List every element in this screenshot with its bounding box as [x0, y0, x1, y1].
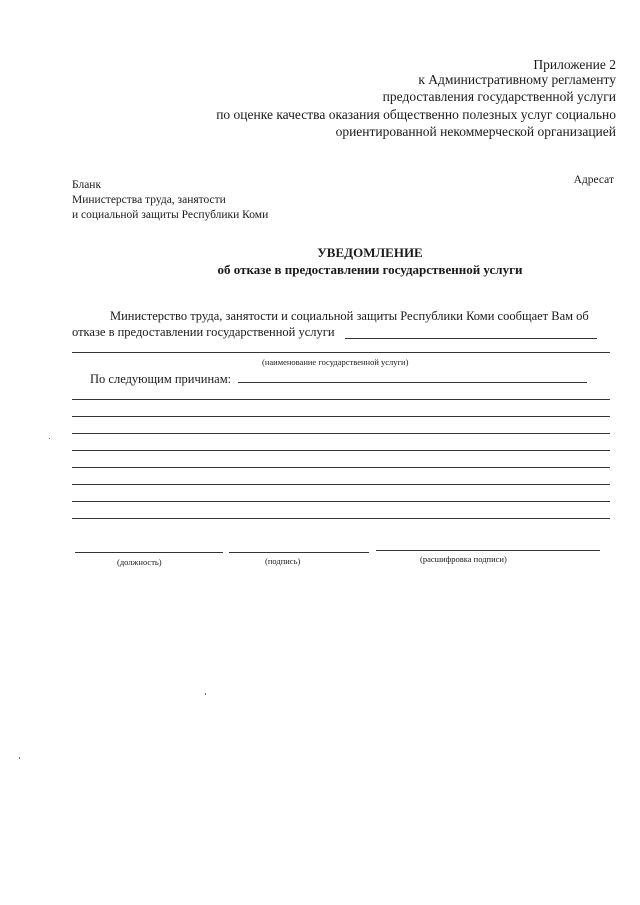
signature-field — [229, 552, 369, 553]
position-caption: (должность) — [117, 557, 162, 567]
position-field — [75, 552, 223, 553]
document-title: УВЕДОМЛЕНИЕ — [317, 245, 423, 260]
reasons-line-first — [238, 382, 587, 383]
letterhead-line-1: Бланк — [72, 179, 102, 191]
appendix-line-4: по оценке качества оказания общественно полезных услуг социально — [216, 107, 616, 122]
reason-line-2 — [72, 416, 610, 417]
signature-decoding-field — [376, 550, 600, 551]
appendix-line-3: предоставления государственной услуги — [382, 89, 616, 104]
reason-line-7 — [72, 501, 610, 502]
letterhead-line-2: Министерства труда, занятости — [72, 194, 226, 206]
body-line-2: отказе в предоставлении государственной услуги — [72, 325, 335, 339]
service-name-field-end — [345, 338, 597, 339]
signature-decoding-caption: (расшифровка подписи) — [420, 554, 507, 564]
appendix-line-1: Приложение 2 — [533, 57, 616, 72]
scan-speck — [205, 693, 206, 695]
document-subtitle: об отказе в предоставлении государственной услуги — [217, 262, 523, 277]
appendix-line-5: ориентированной некоммерческой организацией — [335, 124, 616, 139]
scan-speck — [19, 757, 20, 759]
scan-speck — [49, 438, 50, 439]
reason-line-6 — [72, 484, 610, 485]
appendix-line-2: к Административному регламенту — [418, 72, 616, 87]
reason-line-4 — [72, 450, 610, 451]
addressee-label: Адресат — [573, 174, 614, 186]
reason-line-8 — [72, 518, 610, 519]
letterhead-line-3: и социальной защиты Республики Коми — [72, 209, 269, 221]
service-name-caption: (наименование государственной услуги) — [262, 357, 409, 367]
body-line-1: Министерство труда, занятости и социальной защиты Республики Коми сообщает Вам об — [110, 309, 589, 323]
signature-caption: (подпись) — [265, 556, 301, 566]
service-name-field — [72, 352, 610, 353]
reason-line-1 — [72, 399, 610, 400]
reasons-label: По следующим причинам: — [90, 372, 232, 386]
reason-line-3 — [72, 433, 610, 434]
reason-line-5 — [72, 467, 610, 468]
